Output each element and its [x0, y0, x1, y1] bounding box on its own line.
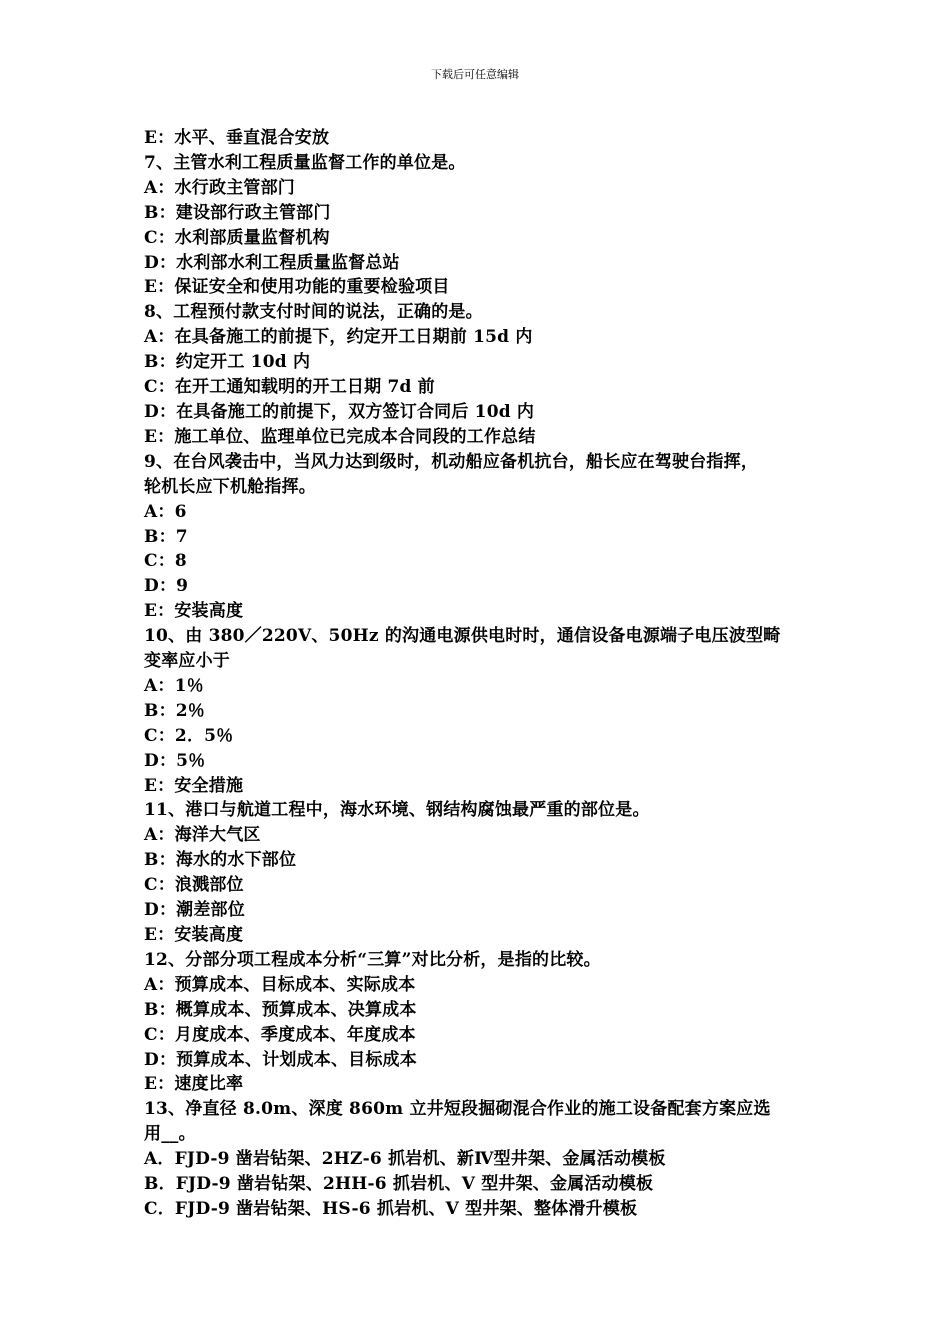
- question-13-stem-cont: 用__。: [144, 1124, 196, 1145]
- option-line: E：施工单位、监理单位已完成本合同段的工作总结: [144, 426, 536, 447]
- question-11-stem: 11、港口与航道工程中，海水环境、钢结构腐蚀最严重的部位是。: [144, 800, 650, 821]
- question-12-stem: 12、分部分项工程成本分析“三算”对比分析，是指的比较。: [144, 949, 601, 970]
- option-line: E：速度比率: [144, 1074, 244, 1095]
- option-line: D：9: [144, 576, 189, 597]
- option-line: B．FJD-9 凿岩钻架、2HH-6 抓岩机、V 型井架、金属活动模板: [144, 1174, 654, 1195]
- question-7-stem: 7、主管水利工程质量监督工作的单位是。: [144, 152, 466, 173]
- page-header: 下载后可任意编辑: [431, 68, 519, 81]
- option-line: B：约定开工 10d 内: [144, 352, 311, 373]
- option-line: A：水行政主管部门: [144, 177, 295, 198]
- option-line: C：在开工通知载明的开工日期 7d 前: [144, 377, 435, 398]
- question-13-stem: 13、净直径 8.0m、深度 860m 立井短段掘砌混合作业的施工设备配套方案应选: [144, 1099, 771, 1120]
- question-9-stem-cont: 轮机长应下机舱指挥。: [144, 476, 316, 497]
- option-line: C：浪溅部位: [144, 875, 244, 896]
- option-line: E：保证安全和使用功能的重要检验项目: [144, 277, 450, 298]
- question-8-stem: 8、工程预付款支付时间的说法，正确的是。: [144, 302, 483, 323]
- option-line: C．FJD-9 凿岩钻架、HS-6 抓岩机、V 型井架、整体滑升模板: [144, 1198, 638, 1219]
- option-line: E：安全措施: [144, 775, 244, 796]
- option-line: A：在具备施工的前提下，约定开工日期前 15d 内: [144, 327, 533, 348]
- document-body: [144, 126, 824, 1222]
- option-line: A．FJD-9 凿岩钻架、2HZ-6 抓岩机、新Ⅳ型井架、金属活动模板: [144, 1149, 666, 1170]
- option-line: D：在具备施工的前提下，双方签订合同后 10d 内: [144, 401, 535, 422]
- option-line: E：安装高度: [144, 925, 244, 945]
- option-line: A：预算成本、目标成本、实际成本: [144, 974, 416, 995]
- option-line: A：海洋大气区: [144, 825, 261, 846]
- option-line: A：1％: [144, 675, 204, 696]
- question-9-stem: 9、在台风袭击中，当风力达到级时，机动船应备机抗台，船长应在驾驶台指挥，: [144, 451, 759, 472]
- question-10-stem: 10、由 380／220V、50Hz 的沟通电源供电时时，通信设备电源端子电压波型畸: [144, 626, 781, 647]
- option-line: B：概算成本、预算成本、决算成本: [144, 999, 417, 1020]
- text-line: E：水平、垂直混合安放: [144, 128, 330, 148]
- option-line: C：水利部质量监督机构: [144, 227, 330, 248]
- option-line: C：月度成本、季度成本、年度成本: [144, 1024, 416, 1045]
- option-line: B：2％: [144, 700, 205, 721]
- option-line: C：2．5％: [144, 725, 234, 746]
- option-line: D：预算成本、计划成本、目标成本: [144, 1049, 417, 1070]
- option-line: B：建设部行政主管部门: [144, 202, 331, 223]
- option-line: C：8: [144, 551, 187, 572]
- option-line: B：海水的水下部位: [144, 850, 297, 871]
- question-10-stem-cont: 变率应小于: [144, 651, 230, 672]
- option-line: E：安装高度: [144, 601, 244, 622]
- option-line: A：6: [144, 501, 187, 522]
- option-line: D：潮差部位: [144, 900, 245, 921]
- option-line: D：5％: [144, 750, 206, 771]
- option-line: D：水利部水利工程质量监督总站: [144, 252, 400, 273]
- option-line: B：7: [144, 526, 188, 547]
